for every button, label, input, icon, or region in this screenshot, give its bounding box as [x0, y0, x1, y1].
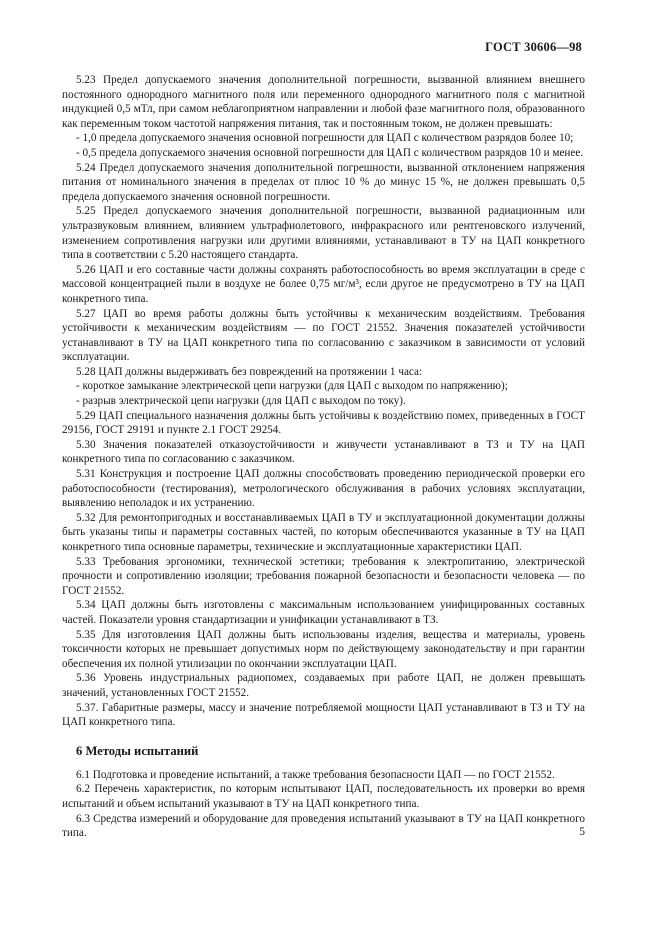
- clause-6-2: 6.2 Перечень характеристик, по которым испытывают ЦАП, последовательность их проверки во время испытаний и объем испытаний указывают в ТУ на ЦАП конкретного типа.: [62, 783, 585, 810]
- clause-5-35: 5.35 Для изготовления ЦАП должны быть использованы изделия, вещества и материалы, уровень токсичности которых не превышает допустимых норм по действующему законодательству и при гарантии обеспечения их полной утилизации по окончании эксплуатации ЦАП.: [62, 628, 585, 670]
- clause-5-31: 5.31 Конструкция и построение ЦАП должны способствовать проведению периодической проверки его работоспособности (тестирования), метрологического обслуживания в рабочих условиях эксплуатации, выявлению неполадок и их устранению.: [62, 468, 585, 510]
- page-body: [62, 73, 585, 841]
- page-number: 5: [579, 826, 585, 838]
- clause-5-25: 5.25 Предел допускаемого значения дополнительной погрешности, вызванной радиационным или ультразвуковым влиянием, влиянием ультрафиолетового, инфракрасного или рентгеновского излучений, изменением сопротивления нагрузки или другими влияниями, устанавливают в ТУ на ЦАП конкретного типа в соответствии с 5.20 настоящего стандарта.: [62, 205, 585, 262]
- clause-5-30: 5.30 Значения показателей отказоустойчивости и живучести устанавливают в ТЗ и ТУ на ЦАП конкретного типа по согласованию с заказчиком.: [62, 438, 585, 466]
- list-item: - 0,5 предела допускаемого значения основной погрешности для ЦАП с количеством разрядов 10 и менее.: [76, 146, 584, 159]
- list-item: - 1,0 предела допускаемого значения основной погрешности для ЦАП с количеством разрядов более 10;: [76, 132, 574, 145]
- clause-5-23: 5.23 Предел допускаемого значения дополнительной погрешности, вызванной влиянием внешнего постоянного однородного магнитного поля или переменного однородного магнитного поля с магнитной индукцией 0,5 мТл, при самом неблагоприятном направлении и любой фазе магнитного поля, образованного как переменным током частотой напряжения питания, так и постоянным током, не должен превышать:: [62, 74, 585, 130]
- clause-6-3: 6.3 Средства измерений и оборудование для проведения испытаний указывают в ТУ на ЦАП конкретного типа.: [62, 812, 585, 840]
- list-item: - разрыв электрической цепи нагрузки (для ЦАП с выходом по току).: [76, 395, 406, 408]
- list-item: - короткое замыкание электрической цепи нагрузки (для ЦАП с выходом по напряжению);: [76, 380, 508, 393]
- clause-6-1: 6.1 Подготовка и проведение испытаний, а также требования безопасности ЦАП — по ГОСТ 21552.: [76, 768, 555, 781]
- clause-5-24: 5.24 Предел допускаемого значения дополнительной погрешности, вызванной отклонением напряжения питания от номинального значения в пределах от плюс 10 % до минус 15 %, не должен превышать 0,5 предела допускаемого значения основной погрешности.: [62, 161, 585, 203]
- clause-5-28: 5.28 ЦАП должны выдерживать без повреждений на протяжении 1 часа:: [76, 365, 423, 378]
- document-header: ГОСТ 30606—98: [485, 40, 582, 54]
- clause-5-36: 5.36 Уровень индустриальных радиопомех, создаваемых при работе ЦАП, не должен превышать значений, установленных ГОСТ 21552.: [62, 672, 585, 699]
- clause-5-32: 5.32 Для ремонтопригодных и восстанавливаемых ЦАП в ТУ и эксплуатационной документации должны быть указаны типы и параметры составных частей, по которым обеспечиваются указанные в ТУ на ЦАП конкретного типа основные параметры, технические и эксплуатационные характеристики ЦАП.: [62, 511, 585, 553]
- clause-5-26: 5.26 ЦАП и его составные части должны сохранять работоспособность во время эксплуатации в среде с массовой концентрацией пыли в воздухе не более 0,75 мг/м³, если другое не предусмотрено в ТУ на ЦАП конкретного типа.: [62, 263, 585, 305]
- clause-5-37: 5.37. Габаритные размеры, массу и значение потребляемой мощности ЦАП устанавливают в ТЗ и ТУ на ЦАП конкретного типа.: [62, 701, 585, 729]
- section-title: 6 Методы испытаний: [76, 743, 199, 758]
- clause-5-27: 5.27 ЦАП во время работы должны быть устойчивы к механическим воздействиям. Требования устойчивости к механическим воздействиям — по ГОСТ 21552. Значения показателей устойчивости устанавливают в ТУ на ЦАП конкретного типа по согласованию с заказчиком в зависимости от условий эксплуатации.: [62, 307, 585, 364]
- clause-5-29: 5.29 ЦАП специального назначения должны быть устойчивы к воздействию помех, приведенных в ГОСТ 29156, ГОСТ 29191 и пункте 2.1 ГОСТ 29254.: [62, 409, 585, 437]
- clause-5-34: 5.34 ЦАП должны быть изготовлены с максимальным использованием унифицированных составных частей. Показатели уровня стандартизации и унификации устанавливают в ТЗ.: [62, 599, 585, 626]
- clause-5-33: 5.33 Требования эргономики, технической эстетики; требования к электропитанию, электрической прочности и сопротивлению изоляции; требования пожарной безопасности и безопасности человека — по ГОСТ 21552.: [62, 555, 585, 597]
